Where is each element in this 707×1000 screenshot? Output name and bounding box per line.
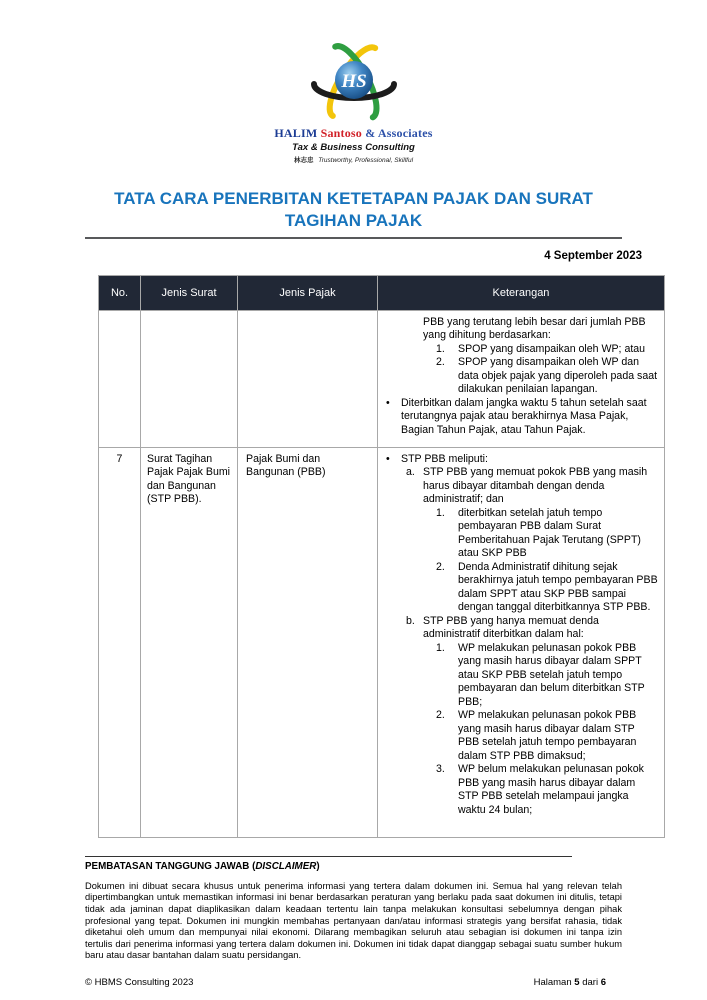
content-table-wrap <box>98 275 707 838</box>
cell-jenis-pajak: Pajak Bumi dan Bangunan (PBB) <box>238 447 378 837</box>
page-label-middle: dari <box>582 977 599 989</box>
keterangan-item <box>436 763 658 817</box>
disclaimer-heading-italic: DISCLAIMER <box>255 860 317 872</box>
page-title-line1: TATA CARA PENERBITAN KETETAPAN PAJAK DAN SURAT <box>114 189 593 208</box>
list-marker: 1. <box>436 641 445 654</box>
disclaimer-heading <box>85 861 622 872</box>
list-text: Denda Administratif dihitung sejak berakhirnya jatuh tempo pembayaran PBB dalam SPPT atau SKP PBB sampai dengan tanggal diterbitkannya STP PBB. <box>458 560 658 614</box>
disclaimer-rule <box>85 856 572 857</box>
cell-keterangan <box>378 310 665 447</box>
list-marker <box>406 316 423 343</box>
list-text: WP melakukan pelunasan pokok PBB yang masih harus dibayar dalam STP PBB setelah jatuh tempo pembayaran dalam STP PBB dimaksud; <box>458 709 637 762</box>
company-name-halim: HALIM <box>274 126 318 140</box>
keterangan-item <box>406 316 658 343</box>
table-row <box>99 447 665 837</box>
list-text: STP PBB yang memuat pokok PBB yang masih harus dibayar ditambah dengan denda administratif; dan <box>423 466 648 506</box>
cell-no: 7 <box>99 447 141 837</box>
page-number-text <box>534 977 622 988</box>
company-tagline: Tax & Business Consulting <box>292 142 415 153</box>
cell-no <box>99 310 141 447</box>
cell-jenis-surat <box>141 310 238 447</box>
keterangan-item <box>386 453 658 467</box>
list-text: WP belum melakukan pelunasan pokok PBB yang masih harus dibayar dalam STP PBB setelah melampaui jangka waktu 24 bulan; <box>458 763 644 816</box>
page-number: 5 <box>574 977 580 989</box>
list-marker: • <box>386 452 390 465</box>
keterangan-item <box>436 343 658 357</box>
column-header: Keterangan <box>378 275 665 310</box>
disclaimer-section <box>85 856 622 962</box>
list-text: STP PBB meliputi: <box>401 452 488 465</box>
table-row <box>99 310 665 447</box>
page-footer <box>85 977 622 988</box>
disclaimer-heading-text: PEMBATASAN TANGGUNG JAWAB ( <box>85 860 256 872</box>
list-text: SPOP yang disampaikan oleh WP dan data objek pajak yang diperoleh pada saat dilakukan penilaian lapangan. <box>458 356 658 396</box>
logo-monogram: HS <box>340 71 367 92</box>
column-header: Jenis Pajak <box>238 275 378 310</box>
company-logo <box>0 0 707 164</box>
list-text: Diterbitkan dalam jangka waktu 5 tahun setelah saat terutangnya pajak atau berakhirnya Masa Pajak, Bagian Tahun Pajak, atau Tahun Pajak. <box>401 396 647 436</box>
disclaimer-heading-suffix: ) <box>316 860 320 872</box>
list-text: diterbitkan setelah jatuh tempo pembayaran PBB dalam Surat Pemberitahuan Pajak Terutang (SPPT) atau SKP PBB <box>458 506 641 560</box>
keterangan-item <box>436 642 658 710</box>
cell-jenis-pajak <box>238 310 378 447</box>
list-text: STP PBB yang hanya memuat denda administratif diterbitkan dalam hal: <box>423 614 599 641</box>
title-block <box>85 188 622 239</box>
list-marker: 2. <box>436 560 445 573</box>
copyright-text: © HBMS Consulting 2023 <box>85 977 194 989</box>
keterangan-item <box>436 709 658 763</box>
list-marker: a. <box>406 466 415 479</box>
column-header: Jenis Surat <box>141 275 238 310</box>
cell-jenis-surat: Surat Tagihan Pajak Pajak Bumi dan Bangunan (STP PBB). <box>141 447 238 837</box>
company-name-santoso: Santoso <box>320 126 362 140</box>
keterangan-item <box>406 466 658 507</box>
company-motto-text: Trustworthy, Professional, Skillful <box>318 157 414 164</box>
list-text: WP melakukan pelunasan pokok PBB yang masih harus dibayar dalam SPPT atau SKP PBB setelah jatuh tempo pembayaran dan belum diterbitkan STP PBB; <box>458 641 645 708</box>
keterangan-item <box>436 561 658 615</box>
company-name-associates: & Associates <box>365 126 433 140</box>
title-rule <box>85 237 622 239</box>
list-marker: b. <box>406 614 415 627</box>
keterangan-item <box>436 507 658 561</box>
list-marker: 1. <box>436 342 445 355</box>
table-header <box>99 275 665 310</box>
list-text: SPOP yang disampaikan oleh WP; atau <box>458 342 646 355</box>
table-body <box>99 310 665 837</box>
document-date: 4 September 2023 <box>544 249 642 262</box>
logo-orbit-icon <box>304 36 404 126</box>
list-marker: 2. <box>436 356 445 369</box>
tax-letter-table <box>98 275 665 838</box>
keterangan-item <box>436 356 658 397</box>
list-marker: 3. <box>436 763 445 776</box>
keterangan-item <box>386 397 658 438</box>
company-name <box>274 126 432 141</box>
page-title <box>85 188 622 233</box>
list-text: PBB yang terutang lebih besar dari jumlah PBB yang dihitung berdasarkan: <box>423 315 646 342</box>
cell-keterangan <box>378 447 665 837</box>
company-chinese-name: 林志忠 <box>293 157 314 164</box>
page-title-line2: TAGIHAN PAJAK <box>284 211 423 231</box>
company-motto <box>294 155 413 164</box>
page-label-prefix: Halaman <box>533 977 572 989</box>
page-total: 6 <box>600 977 606 989</box>
list-marker: 2. <box>436 709 445 722</box>
keterangan-item <box>406 615 658 642</box>
list-marker: • <box>386 396 390 409</box>
column-header: No. <box>99 275 141 310</box>
list-marker: 1. <box>436 506 445 519</box>
disclaimer-body: Dokumen ini dibuat secara khusus untuk penerima informasi yang tertera dalam dokumen ini. Semua hal yang relevan telah dipertimbangkan untuk memastikan informasi ini benar berdasarkan peraturan yang berlaku pada saat dokumen ini ditulis, tetapi tidak ada jaminan dapat diaplikasikan dalam keadaan tertentu lain tanpa melakukan konsultasi sebelumnya dengan pihak profesional yang tepat. Dokumen ini mungkin membahas pertanyaan dan/atau informasi strategis yang bersifat rahasia, tidak diketahui oleh umum dan mempunyai nilai ekonomi. Dilarang membagikan seluruh atau sebagian isi dokumen ini tanpa izin tertulis dari penerima informasi yang tertera dalam dokumen ini. Dokumen ini tidak dapat dianggap sebagai suatu sumber hukum baru atau dasar bantahan dalam suatu persidangan. <box>85 880 622 961</box>
